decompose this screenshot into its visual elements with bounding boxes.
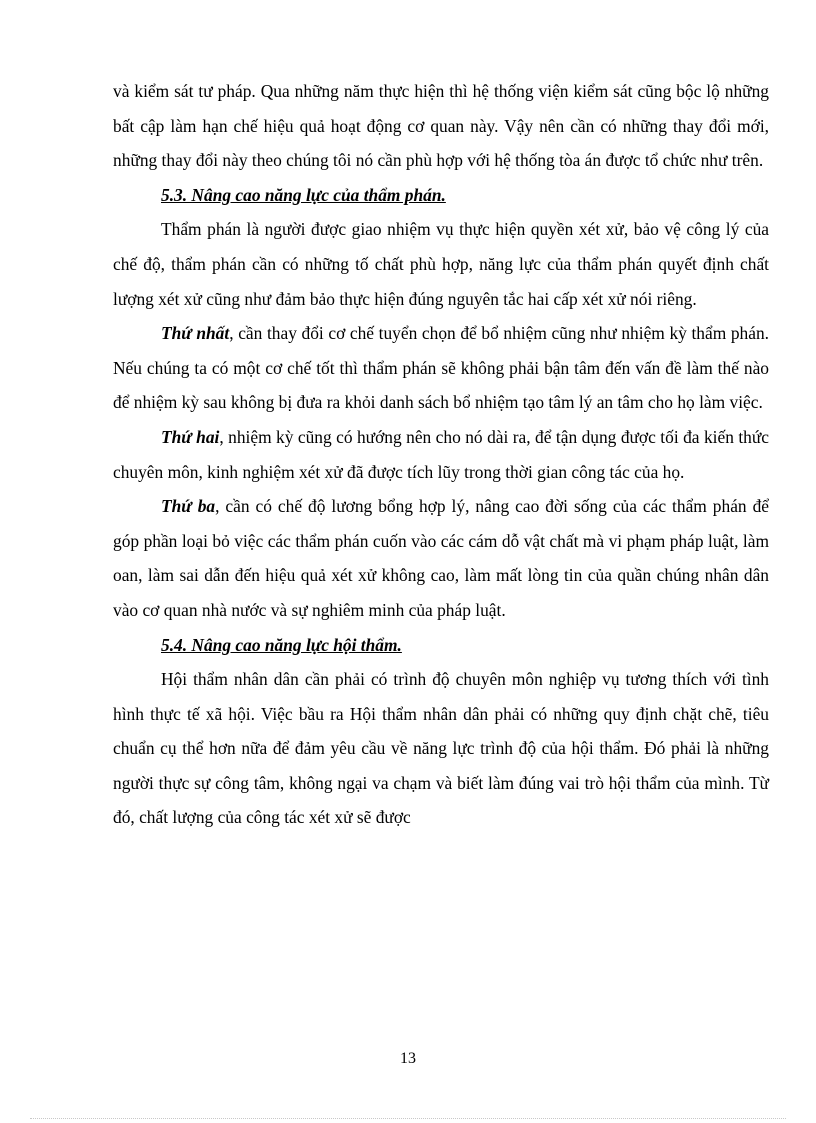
paragraph-intro: và kiểm sát tư pháp. Qua những năm thực hiện thì hệ thống viện kiểm sát cũng bộc lộ những bất cập làm hạn chế hiệu quả hoạt động cơ quan này. Vậy nên cần có những thay đổi mới, những thay đổi này theo chúng tôi nó cần phù hợp với hệ thống tòa án được tổ chức như trên. [113,81,769,171]
paragraph-people-assessors: Hội thẩm nhân dân cần phải có trình độ chuyên môn nghiệp vụ tương thích với tình hình thực tế xã hội. Việc bầu ra Hội thẩm nhân dân phải có những quy định chặt chẽ, tiêu chuẩn cụ thể hơn nữa để đảm yêu cầu về năng lực trình độ của hội thẩm. Đó phải là những người thực sự công tâm, không ngại va chạm và biết làm đúng vai trò hội thẩm của mình. Từ đó, chất lượng của công tác xét xử sẽ được [113,669,769,828]
first-point-lead: Thứ nhất [161,323,230,344]
second-point-text: , nhiệm kỳ cũng có hướng nên cho nó dài ra, để tận dụng được tối đa kiến thức chuyên môn, kinh nghiệm xét xử đã được tích lũy trong thời gian công tác của họ. [113,426,769,482]
paragraph-judge-role: Thẩm phán là người được giao nhiệm vụ thực hiện quyền xét xử, bảo vệ công lý của chế độ, thẩm phán cần có những tố chất phù hợp, năng lực của thẩm phán quyết định chất lượng xét xử cũng như đảm bảo thực hiện đúng nguyên tắc hai cấp xét xử nói riêng. [113,219,769,309]
third-point-lead: Thứ ba [161,496,216,517]
section-heading-5-3: 5.3. Nâng cao năng lực của thẩm phán. [161,184,446,205]
section-heading-5-4: 5.4. Nâng cao năng lực hội thẩm. [161,634,402,655]
document-body [113,74,769,835]
paragraph-second-point [113,420,769,489]
first-point-text: , cần thay đổi cơ chế tuyển chọn để bổ nhiệm cũng như nhiệm kỳ thẩm phán. Nếu chúng ta có một cơ chế tốt thì thẩm phán sẽ không phải bận tâm đến vấn đề làm thế nào để nhiệm kỳ sau không bị đưa ra khỏi danh sách bổ nhiệm tạo tâm lý an tâm cho họ làm việc. [113,323,770,413]
page-bottom-divider [30,1118,786,1119]
third-point-text: , cần có chế độ lương bổng hợp lý, nâng cao đời sống của các thẩm phán để góp phần loại bỏ việc các thẩm phán cuốn vào các cám dỗ vật chất mà vi phạm pháp luật, làm oan, làm sai dẫn đến hiệu quả xét xử không cao, làm mất lòng tin của quần chúng nhân dân vào cơ quan nhà nước và sự nghiêm minh của pháp luật. [113,496,770,620]
second-point-lead: Thứ hai [161,426,220,447]
paragraph-third-point [113,489,769,627]
page-number: 13 [400,1050,416,1067]
paragraph-first-point [113,316,769,420]
